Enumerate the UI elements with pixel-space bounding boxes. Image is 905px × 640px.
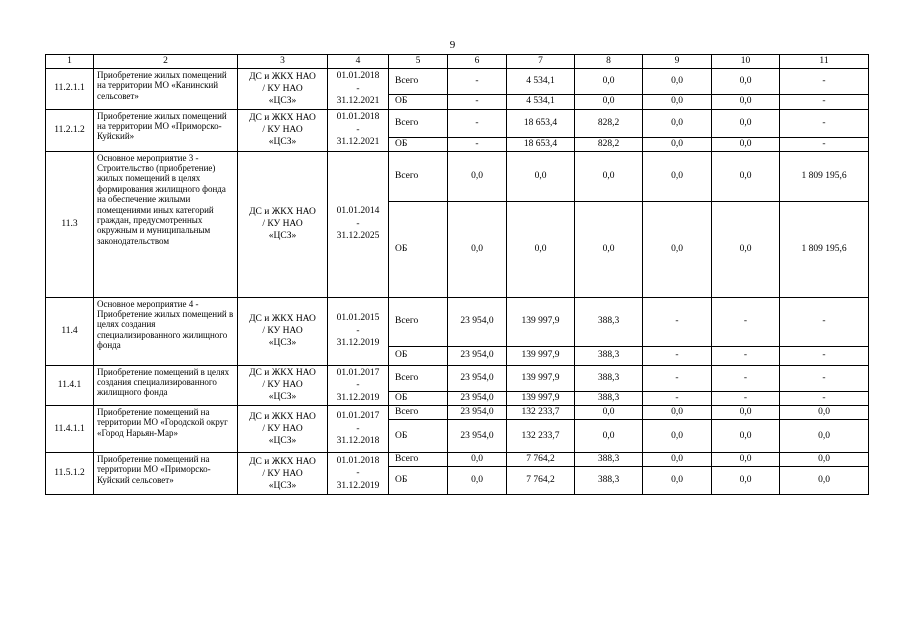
funding-value: 0,0 (643, 201, 712, 297)
funding-value: 0,0 (575, 420, 643, 453)
funding-value: - (448, 109, 507, 137)
funding-value: - (780, 69, 869, 95)
funding-value: - (780, 391, 869, 405)
table-row (46, 151, 869, 201)
header-cell: 6 (448, 55, 507, 69)
period-line: 01.01.2015 (336, 313, 380, 324)
funding-value: 4 534,1 (507, 69, 575, 95)
funding-value: - (448, 137, 507, 151)
period-line: 31.12.2025 (336, 231, 380, 242)
period-line: 01.01.2018 (336, 112, 380, 123)
period-line: - (356, 83, 360, 94)
implementation-period (328, 406, 389, 453)
funding-value: 0,0 (780, 406, 869, 420)
header-cell: 7 (507, 55, 575, 69)
responsible-line: / КУ НАО (262, 326, 303, 336)
responsible-executor (238, 297, 328, 365)
table-row (46, 109, 869, 137)
funding-value: 0,0 (712, 201, 780, 297)
implementation-period (328, 297, 389, 365)
header-cell: 8 (575, 55, 643, 69)
funding-value: 0,0 (712, 151, 780, 201)
funding-value: 132 233,7 (507, 420, 575, 453)
period-line: 31.12.2018 (336, 436, 380, 447)
responsible-line: «ЦСЗ» (268, 231, 297, 241)
funding-value: 388,3 (575, 346, 643, 365)
funding-value: - (712, 365, 780, 391)
activity-code: 11.2.1.2 (46, 109, 94, 151)
funding-value: 23 954,0 (448, 420, 507, 453)
funding-value: 388,3 (575, 391, 643, 405)
responsible-line: «ЦСЗ» (268, 392, 297, 403)
activity-name: Приобретение жилых помещений на территории МО «Канинский сельсовет» (94, 69, 238, 110)
period-line: 31.12.2019 (336, 338, 380, 349)
responsible-line: «ЦСЗ» (268, 480, 297, 491)
funding-value: 0,0 (448, 201, 507, 297)
funding-value: 0,0 (507, 201, 575, 297)
responsible-line: ДС и ЖКХ НАО (249, 71, 316, 82)
funding-value: 0,0 (780, 467, 869, 495)
table-row (46, 453, 869, 467)
period-line: 01.01.2017 (336, 367, 380, 378)
funding-value: 0,0 (712, 137, 780, 151)
funding-value: 0,0 (643, 467, 712, 495)
header-cell: 2 (94, 55, 238, 69)
funding-source: Всего (389, 109, 448, 137)
responsible-line: ДС и ЖКХ НАО (249, 456, 316, 467)
activity-code: 11.4 (46, 297, 94, 365)
funding-value: 23 954,0 (448, 406, 507, 420)
funding-value: 0,0 (643, 151, 712, 201)
responsible-executor (238, 406, 328, 453)
activity-code: 11.2.1.1 (46, 69, 94, 110)
program-activities-table (45, 54, 869, 495)
page-number: 9 (449, 39, 456, 51)
funding-value: - (780, 365, 869, 391)
header-cell: 5 (389, 55, 448, 69)
funding-value: - (643, 346, 712, 365)
funding-value: 388,3 (575, 297, 643, 346)
funding-value: - (780, 346, 869, 365)
responsible-line: ДС и ЖКХ НАО (249, 412, 316, 422)
funding-value: 0,0 (712, 453, 780, 467)
funding-value: - (780, 94, 869, 109)
funding-value: - (712, 346, 780, 365)
funding-value: 0,0 (643, 406, 712, 420)
activity-name: Приобретение помещений в целях создания специализированного жилищного фонда (94, 365, 238, 406)
responsible-line: ДС и ЖКХ НАО (249, 113, 316, 123)
header-cell: 10 (712, 55, 780, 69)
funding-value: 388,3 (575, 365, 643, 391)
period-line: 31.12.2019 (336, 480, 380, 491)
funding-value: 1 809 195,6 (780, 201, 869, 297)
responsible-executor (238, 151, 328, 297)
funding-value: 1 809 195,6 (780, 151, 869, 201)
funding-value: 0,0 (643, 137, 712, 151)
responsible-line: ДС и ЖКХ НАО (249, 207, 316, 217)
funding-source: Всего (389, 297, 448, 346)
activity-name: Приобретение помещений на территории МО «Городской округ «Город Нарьян-Мар» (94, 406, 238, 453)
implementation-period (328, 69, 389, 110)
activity-name: Основное мероприятие 4 - Приобретение жилых помещений в целях создания специализированного жилищного фонда (94, 297, 238, 365)
funding-value: 0,0 (712, 420, 780, 453)
table-row (46, 69, 869, 95)
responsible-executor (238, 453, 328, 495)
activity-name: Приобретение помещений на территории МО «Приморско-Куйский сельсовет» (94, 453, 238, 495)
responsible-line: «ЦСЗ» (268, 436, 297, 446)
implementation-period (328, 151, 389, 297)
responsible-line: / КУ НАО (262, 424, 303, 434)
funding-value: - (448, 69, 507, 95)
funding-source: Всего (389, 453, 448, 467)
funding-source: Всего (389, 406, 448, 420)
funding-value: 23 954,0 (448, 297, 507, 346)
activity-code: 11.4.1.1 (46, 406, 94, 453)
funding-value: 23 954,0 (448, 346, 507, 365)
funding-value: 388,3 (575, 453, 643, 467)
funding-value: 0,0 (712, 467, 780, 495)
funding-value: 388,3 (575, 467, 643, 495)
implementation-period (328, 453, 389, 495)
table-row (46, 406, 869, 420)
funding-value: 828,2 (575, 109, 643, 137)
funding-value: 23 954,0 (448, 391, 507, 405)
funding-value: 0,0 (575, 406, 643, 420)
funding-value: 0,0 (712, 94, 780, 109)
funding-value: 0,0 (643, 453, 712, 467)
funding-value: 828,2 (575, 137, 643, 151)
header-cell: 4 (328, 55, 389, 69)
funding-value: 0,0 (507, 151, 575, 201)
activity-name: Основное мероприятие 3 - Строительство (приобретение) жилых помещений в целях формирования жилищного фонда на обеспечение жилыми помещениями иных категорий граждан, предусмотренных окружным и муниципальным законодательством (94, 151, 238, 297)
funding-value: 139 997,9 (507, 365, 575, 391)
responsible-executor (238, 109, 328, 151)
table-row (46, 365, 869, 391)
funding-value: 0,0 (643, 420, 712, 453)
funding-value: 0,0 (712, 69, 780, 95)
funding-source: ОБ (389, 391, 448, 405)
funding-source: Всего (389, 69, 448, 95)
funding-value: 0,0 (712, 406, 780, 420)
funding-value: 23 954,0 (448, 365, 507, 391)
funding-source: ОБ (389, 201, 448, 297)
period-line: - (356, 423, 360, 434)
funding-value: 139 997,9 (507, 391, 575, 405)
funding-value: - (643, 365, 712, 391)
period-line: - (356, 380, 360, 390)
funding-value: 0,0 (448, 151, 507, 201)
header-cell: 11 (780, 55, 869, 69)
table-body (46, 55, 869, 495)
responsible-line: / КУ НАО (262, 83, 303, 94)
header-cell: 3 (238, 55, 328, 69)
responsible-line: «ЦСЗ» (268, 137, 297, 147)
funding-value: 0,0 (643, 94, 712, 109)
responsible-line: / КУ НАО (262, 468, 303, 479)
funding-value: 4 534,1 (507, 94, 575, 109)
responsible-line: / КУ НАО (262, 380, 303, 391)
header-cell: 9 (643, 55, 712, 69)
responsible-line: / КУ НАО (262, 219, 303, 229)
header-row (46, 55, 869, 69)
implementation-period (328, 109, 389, 151)
funding-value: 0,0 (712, 109, 780, 137)
funding-value: 0,0 (575, 151, 643, 201)
funding-value: 139 997,9 (507, 297, 575, 346)
period-line: 31.12.2019 (336, 392, 380, 403)
header-cell: 1 (46, 55, 94, 69)
responsible-line: «ЦСЗ» (268, 338, 297, 348)
funding-source: ОБ (389, 467, 448, 495)
table-row (46, 297, 869, 346)
responsible-line: ДС и ЖКХ НАО (249, 314, 316, 324)
funding-value: 0,0 (575, 69, 643, 95)
funding-source: ОБ (389, 137, 448, 151)
funding-value: - (780, 297, 869, 346)
activity-code: 11.4.1 (46, 365, 94, 406)
funding-source: Всего (389, 151, 448, 201)
funding-value: 0,0 (575, 201, 643, 297)
funding-value: 132 233,7 (507, 406, 575, 420)
funding-value: - (712, 297, 780, 346)
funding-value: 0,0 (448, 453, 507, 467)
funding-value: - (448, 94, 507, 109)
funding-value: - (712, 391, 780, 405)
implementation-period (328, 365, 389, 406)
funding-value: - (643, 391, 712, 405)
funding-value: - (780, 109, 869, 137)
funding-value: 0,0 (448, 467, 507, 495)
period-line: - (356, 325, 360, 336)
activity-name: Приобретение жилых помещений на территории МО «Приморско-Куйский» (94, 109, 238, 151)
funding-value: 0,0 (575, 94, 643, 109)
funding-source: Всего (389, 365, 448, 391)
responsible-executor (238, 365, 328, 406)
funding-source: ОБ (389, 346, 448, 365)
activity-code: 11.5.1.2 (46, 453, 94, 495)
period-line: - (356, 124, 360, 135)
period-line: 31.12.2021 (336, 137, 380, 148)
responsible-line: / КУ НАО (262, 125, 303, 135)
funding-value: 139 997,9 (507, 346, 575, 365)
funding-value: 18 653,4 (507, 137, 575, 151)
funding-value: 0,0 (643, 109, 712, 137)
period-line: - (356, 218, 360, 229)
responsible-line: «ЦСЗ» (268, 95, 297, 106)
activity-code: 11.3 (46, 151, 94, 297)
responsible-line: ДС и ЖКХ НАО (249, 368, 316, 379)
period-line: 31.12.2021 (336, 96, 380, 106)
responsible-executor (238, 69, 328, 110)
period-line: 01.01.2014 (336, 206, 380, 217)
funding-value: 7 764,2 (507, 453, 575, 467)
funding-source: ОБ (389, 420, 448, 453)
funding-value: 0,0 (780, 420, 869, 453)
funding-value: 0,0 (643, 69, 712, 95)
period-line: - (356, 468, 360, 479)
funding-value: - (780, 137, 869, 151)
period-line: 01.01.2018 (336, 71, 380, 81)
period-line: 01.01.2017 (336, 411, 380, 422)
funding-value: - (643, 297, 712, 346)
funding-value: 18 653,4 (507, 109, 575, 137)
period-line: 01.01.2018 (336, 455, 380, 466)
funding-source: ОБ (389, 94, 448, 109)
funding-value: 7 764,2 (507, 467, 575, 495)
funding-value: 0,0 (780, 453, 869, 467)
